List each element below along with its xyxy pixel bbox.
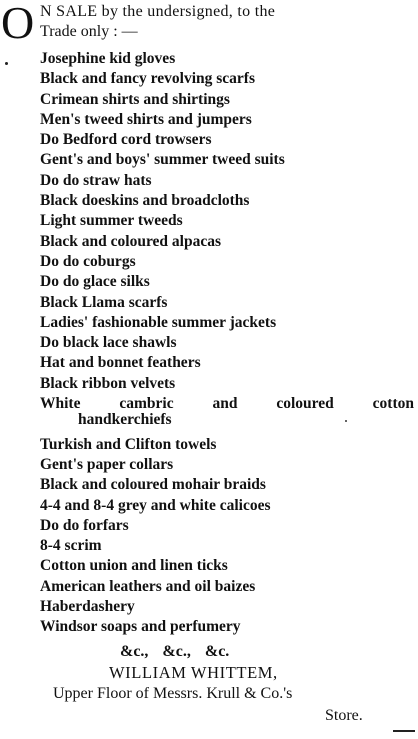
list-item: Do do forfars (40, 516, 129, 534)
signer-name: WILLIAM WHITTEM, (109, 663, 278, 682)
list-item: Black doeskins and broadcloths (40, 192, 250, 210)
goods-list (40, 49, 414, 638)
list-item: Windsor soaps and perfumery (40, 618, 241, 636)
list-item: Black and fancy revolving scarfs (40, 70, 255, 88)
word: cotton (372, 395, 414, 413)
list-item: Do Bedford cord trowsers (40, 131, 212, 149)
list-item: Do black lace shawls (40, 334, 177, 352)
word: coloured (276, 395, 334, 413)
list-item: 8-4 scrim (40, 537, 102, 555)
list-item: Josephine kid gloves (40, 50, 176, 67)
list-item: Men's tweed shirts and jumpers (40, 110, 252, 128)
word: White (40, 395, 81, 413)
list-item: Haberdashery (40, 598, 135, 616)
word: cambric (119, 395, 174, 413)
list-item: American leathers and oil baizes (40, 577, 256, 595)
end-rule (393, 730, 415, 732)
list-item: Crimean shirts and shirtings (40, 90, 230, 108)
list-item: Black Llama scarfs (40, 293, 168, 311)
signer-address-end: Store. (325, 707, 363, 724)
list-item: Cotton union and linen ticks (40, 557, 228, 575)
etcetera-line: &c., &c., &c. (120, 643, 230, 660)
list-item: Black and coloured alpacas (40, 232, 222, 250)
list-item: Black ribbon velvets (40, 374, 176, 392)
list-item: Gent's paper collars (40, 455, 174, 473)
list-item: Turkish and Clifton towels (40, 435, 217, 453)
heading-line-1: N SALE by the undersigned, to the (40, 3, 276, 20)
list-item: Black and coloured mohair braids (40, 476, 266, 494)
wrapped-continuation: handkerchiefs (78, 411, 172, 429)
list-item: Hat and bonnet feathers (40, 354, 201, 372)
list-item: Light summer tweeds (40, 212, 183, 230)
word: and (212, 395, 238, 413)
list-item: Do do glace silks (40, 273, 150, 291)
signer-address: Upper Floor of Messrs. Krull & Co.'s (53, 685, 293, 702)
list-item: Gent's and boys' summer tweed suits (40, 151, 285, 169)
drop-cap-letter: O (1, 0, 35, 48)
list-item: Do do straw hats (40, 171, 152, 189)
print-speck (345, 420, 347, 422)
heading-line-2: Trade only : — (40, 23, 138, 40)
list-item: Do do coburgs (40, 252, 136, 270)
list-item-wrapped (40, 394, 414, 435)
list-item: 4-4 and 8-4 grey and white calicoes (40, 496, 271, 514)
list-item: Ladies' fashionable summer jackets (40, 313, 277, 331)
print-speck (5, 62, 8, 65)
